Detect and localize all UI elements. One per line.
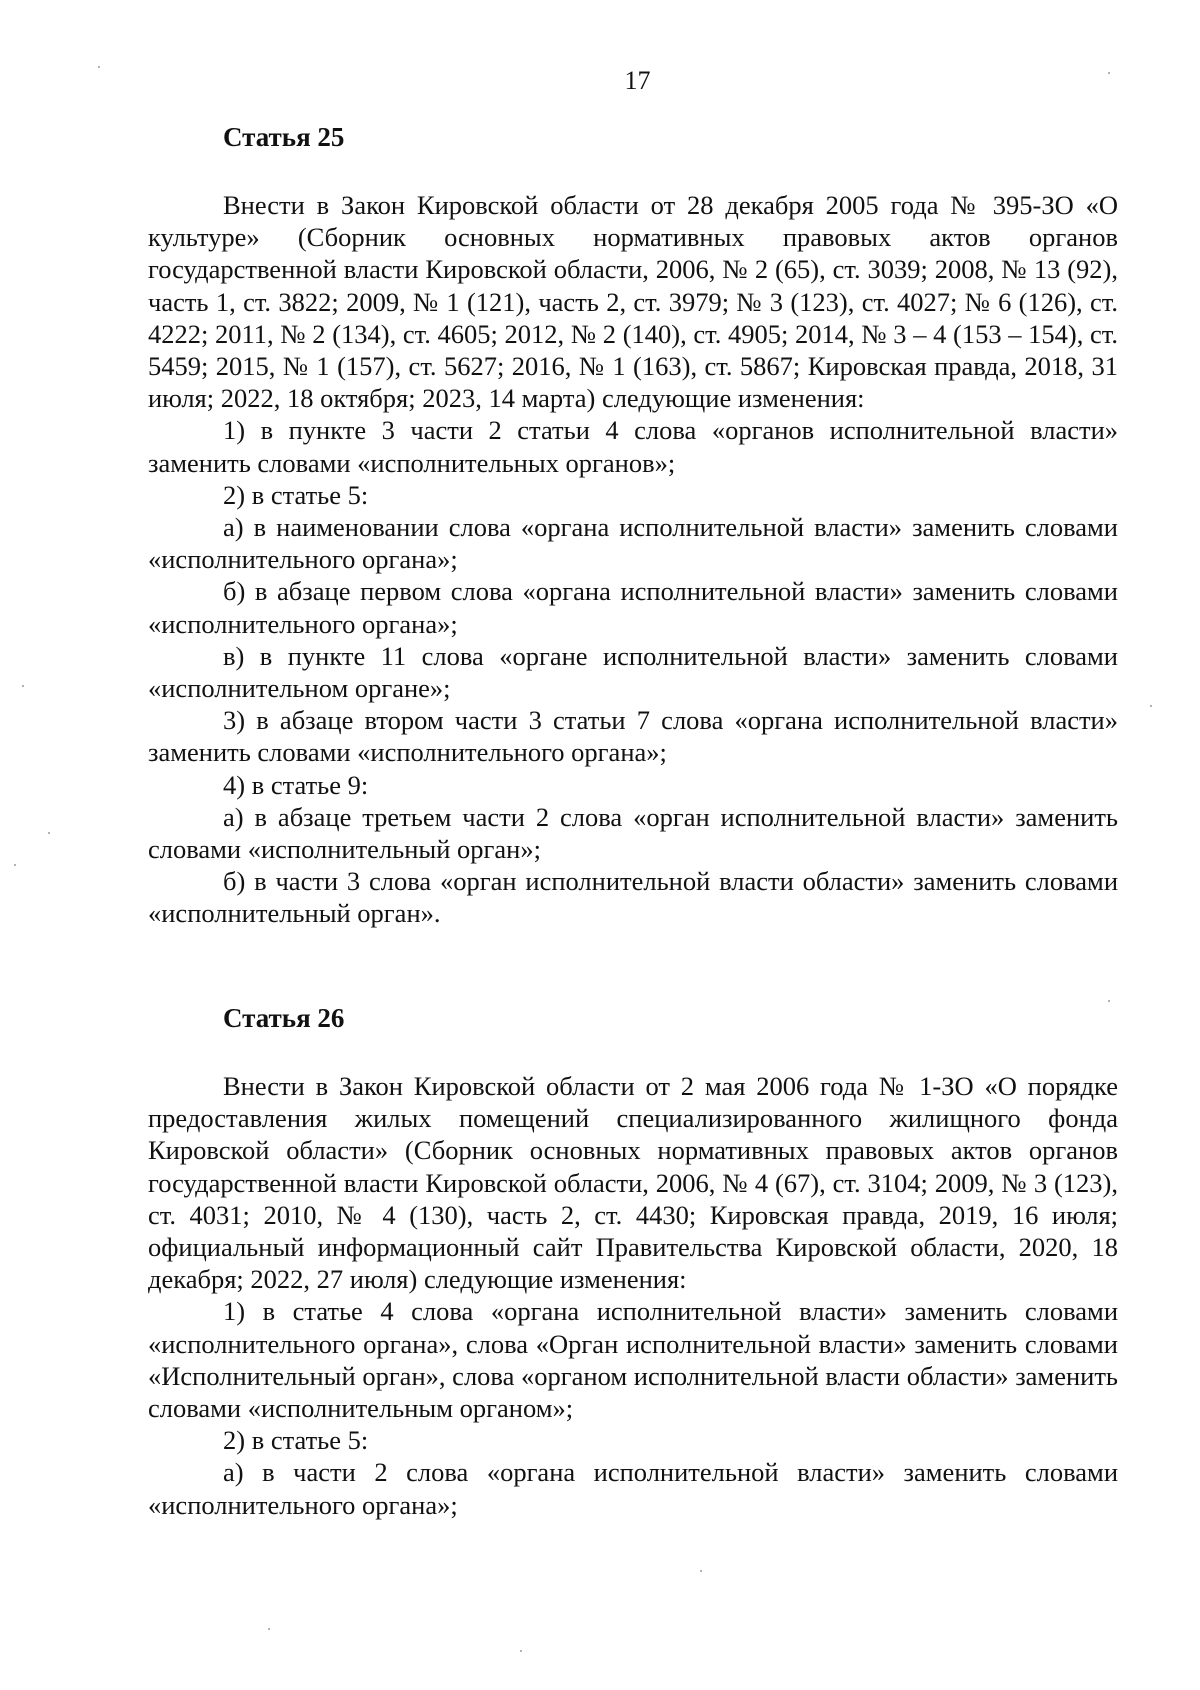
amendment-item-2: 2) в статье 5: [223, 479, 369, 510]
article-title: Статья 26 [223, 1003, 345, 1033]
amendment-subitem-a: а) в части 2 слова «органа исполнительной власти» заменить словами «исполнительного органа»; [148, 1457, 1118, 1520]
article-26 [148, 1002, 1118, 1521]
amendment-item-1: 1) в статье 4 слова «органа исполнительной власти» заменить словами «исполнительного органа», слова «Орган исполнительной власти» заменить словами «Исполнительный орган», слова «органом исполнительной власти области» заменить словами «исполнительным органом»; [148, 1296, 1118, 1424]
page-number: 17 [624, 66, 651, 95]
scan-speck [1108, 72, 1110, 74]
amendment-subitem-b: б) в абзаце первом слова «органа исполнительной власти» заменить словами «исполнительного органа»; [148, 576, 1118, 639]
scan-speck [98, 66, 100, 68]
scan-speck [700, 1570, 702, 1572]
amendment-item-3: 3) в абзаце втором части 3 статьи 7 слова «органа исполнительной власти» заменить словами «исполнительного органа»; [148, 705, 1118, 768]
article-intro-paragraph: Внести в Закон Кировской области от 28 декабря 2005 года № 395-ЗО «О культуре» (Сборник основных нормативных правовых актов органов государственной власти Кировской области, 2006, № 2 (65), ст. 3039; 2008, № 13 (92), часть 1, ст. 3822; 2009, № 1 (121), часть 2, ст. 3979; № 3 (123), ст. 4027; № 6 (126), ст. 4222; 2011, № 2 (134), ст. 4605; 2012, № 2 (140), ст. 4905; 2014, № 3 – 4 (153 – 154), ст. 5459; 2015, № 1 (157), ст. 5627; 2016, № 1 (163), ст. 5867; Кировская правда, 2018, 31 июля; 2022, 18 октября; 2023, 14 марта) следующие изменения: [148, 190, 1118, 414]
scan-speck [22, 685, 24, 687]
article-intro-paragraph: Внести в Закон Кировской области от 2 мая 2006 года № 1-ЗО «О порядке предоставления жилых помещений специализированного жилищного фонда Кировской области» (Сборник основных нормативных правовых актов органов государственной власти Кировской области, 2006, № 4 (67), ст. 3104; 2009, № 3 (123), ст. 4031; 2010, № 4 (130), часть 2, ст. 4430; Кировская правда, 2019, 16 июля; официальный информационный сайт Правительства Кировской области, 2020, 18 декабря; 2022, 27 июля) следующие изменения: [148, 1071, 1118, 1295]
scan-speck [14, 864, 16, 866]
article-25 [148, 121, 1118, 930]
scan-speck [1108, 1000, 1110, 1002]
amendment-subitem-v: в) в пункте 11 слова «органе исполнительной власти» заменить словами «исполнительном органе»; [148, 640, 1118, 704]
amendment-subitem-a: а) в абзаце третьем части 2 слова «орган исполнительной власти» заменить словами «исполнительный орган»; [148, 801, 1118, 865]
amendment-item-2: 2) в статье 5: [223, 1425, 369, 1456]
amendment-subitem-a: а) в наименовании слова «органа исполнительной власти» заменить словами «исполнительного органа»; [148, 512, 1118, 575]
scan-speck [1150, 705, 1152, 707]
amendment-item-4: 4) в статье 9: [223, 769, 369, 800]
scan-speck [268, 1628, 270, 1630]
amendment-subitem-b: б) в части 3 слова «орган исполнительной власти области» заменить словами «исполнительный орган». [148, 866, 1118, 929]
amendment-item-1: 1) в пункте 3 части 2 статьи 4 слова «органов исполнительной власти» заменить словами «исполнительных органов»; [148, 415, 1118, 478]
scan-speck [48, 832, 50, 834]
article-title: Статья 25 [223, 122, 345, 152]
scan-speck [520, 1650, 522, 1652]
